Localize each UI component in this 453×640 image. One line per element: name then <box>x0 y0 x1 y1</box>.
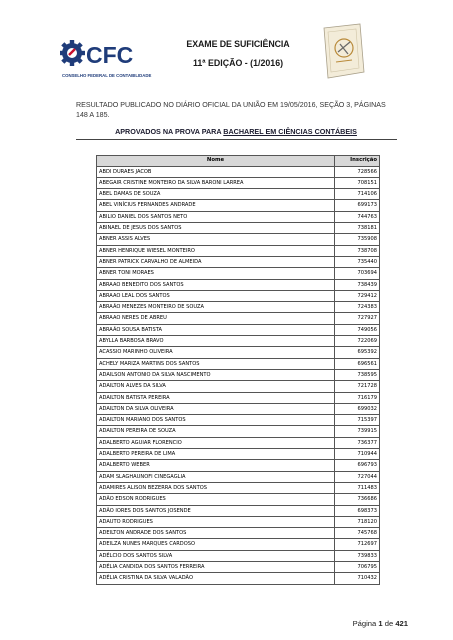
candidate-registration: 714106 <box>335 189 380 200</box>
candidate-name: ADEILTON ANDRADE DOS SANTOS <box>97 528 335 539</box>
candidate-name: ADÃO EDSON RODRIGUES <box>97 494 335 505</box>
candidate-registration: 727044 <box>335 471 380 482</box>
candidate-registration: 712697 <box>335 539 380 550</box>
candidate-registration: 739833 <box>335 550 380 561</box>
table-row <box>97 539 380 550</box>
column-header-registration: Inscrição <box>335 156 380 167</box>
candidate-name: ABRAAO BENEDITO DOS SANTOS <box>97 279 335 290</box>
candidate-registration: 744763 <box>335 211 380 222</box>
table-row <box>97 200 380 211</box>
table-row <box>97 313 380 324</box>
approved-heading-prefix: APROVADOS NA PROVA PARA <box>115 127 224 136</box>
table-row <box>97 324 380 335</box>
table-row <box>97 561 380 572</box>
publication-note: RESULTADO PUBLICADO NO DIÁRIO OFICIAL DA UNIÃO EM 19/05/2016, SEÇÃO 3, PÁGINAS 148 A 185. <box>76 101 386 119</box>
table-row <box>97 223 380 234</box>
candidate-name: ABRAAO NERES DE ABREU <box>97 313 335 324</box>
logo-subtitle: CONSELHO FEDERAL DE CONTABILIDADE <box>62 73 152 78</box>
candidate-name: ADAILSON ANTONIO DA SILVA NASCIMENTO <box>97 369 335 380</box>
table-row <box>97 437 380 448</box>
candidate-registration: 696793 <box>335 460 380 471</box>
table-row <box>97 369 380 380</box>
total-pages: 421 <box>395 619 408 628</box>
table-row <box>97 516 380 527</box>
candidate-registration: 724383 <box>335 302 380 313</box>
table-row <box>97 392 380 403</box>
candidate-name: ABNER TONI MORAES <box>97 268 335 279</box>
candidate-name: ABNER ASSIS ALVES <box>97 234 335 245</box>
candidate-name: ADAILTON MARIANO DOS SANTOS <box>97 415 335 426</box>
candidate-registration: 699173 <box>335 200 380 211</box>
candidate-name: ADALBERTO WEBER <box>97 460 335 471</box>
candidate-name: ADAMIRES ALISON BEZERRA DOS SANTOS <box>97 482 335 493</box>
current-page: 1 <box>378 619 383 628</box>
approved-heading <box>76 127 396 136</box>
candidate-name: ADEILZA NUNES MARQUES CARDOSO <box>97 539 335 550</box>
candidate-registration: 738595 <box>335 369 380 380</box>
candidate-name: ADAILTON BATISTA PEREIRA <box>97 392 335 403</box>
candidate-name: ABRAÃO MENEZES MONTEIRO DE SOUZA <box>97 302 335 313</box>
candidate-name: ADAILTON PEREIRA DE SOUZA <box>97 426 335 437</box>
candidate-name: ABINAEL DE JESUS DOS SANTOS <box>97 223 335 234</box>
candidate-name: ABDI DURAES JACOB <box>97 166 335 177</box>
table-row <box>97 381 380 392</box>
table-row <box>97 449 380 460</box>
candidate-registration: 695392 <box>335 347 380 358</box>
exam-title: EXAME DE SUFICIÊNCIA <box>186 39 290 50</box>
table-row <box>97 505 380 516</box>
table-row <box>97 426 380 437</box>
table-row <box>97 494 380 505</box>
candidate-name: ADÉLIA CANDIDA DOS SANTOS FERREIRA <box>97 561 335 572</box>
candidate-name: ABRAÃO SOUSA BATISTA <box>97 324 335 335</box>
candidate-name: ABEL VINÍCIUS FERNANDES ANDRADE <box>97 200 335 211</box>
candidate-name: ABRAAO LEAL DOS SANTOS <box>97 290 335 301</box>
candidate-registration: 749056 <box>335 324 380 335</box>
candidate-registration: 703694 <box>335 268 380 279</box>
candidate-name: ADÉLIA CRISTINA DA SILVA VALADÃO <box>97 573 335 584</box>
table-row <box>97 268 380 279</box>
table-row <box>97 279 380 290</box>
candidate-registration: 738708 <box>335 245 380 256</box>
cfc-logo <box>60 32 172 80</box>
candidate-registration: 729412 <box>335 290 380 301</box>
candidate-registration: 711483 <box>335 482 380 493</box>
course-name: BACHAREL EM CIÊNCIAS CONTÁBEIS <box>223 127 357 136</box>
table-row <box>97 234 380 245</box>
table-row <box>97 336 380 347</box>
candidate-registration: 699032 <box>335 403 380 414</box>
page-of: de <box>384 619 394 628</box>
candidate-name: ADALBERTO PEREIRA DE LIMA <box>97 449 335 460</box>
candidate-name: ABEL DAMAS DE SOUZA <box>97 189 335 200</box>
candidate-registration: 706795 <box>335 561 380 572</box>
candidate-name: ACASSIO MARINHO OLIVEIRA <box>97 347 335 358</box>
table-row <box>97 177 380 188</box>
table-row <box>97 211 380 222</box>
table-row <box>97 256 380 267</box>
candidate-name: ADAM SLAGHAUNOFI CINEGAGLIA <box>97 471 335 482</box>
candidate-name: ADAILTON ALVES DA SILVA <box>97 381 335 392</box>
candidate-registration: 728566 <box>335 166 380 177</box>
candidate-name: ABEGAIR CRISTINE MONTEIRO DA SILVA BARONI LARREA <box>97 177 335 188</box>
candidate-registration: 716179 <box>335 392 380 403</box>
exam-seal-icon <box>316 22 368 82</box>
table-row <box>97 460 380 471</box>
approved-candidates-table <box>96 155 380 585</box>
table-row <box>97 482 380 493</box>
table-row <box>97 358 380 369</box>
candidate-registration: 736686 <box>335 494 380 505</box>
candidate-name: ADALBERTO AGUIAR FLORENCIO <box>97 437 335 448</box>
table-row <box>97 403 380 414</box>
candidate-registration: 696561 <box>335 358 380 369</box>
candidate-registration: 698373 <box>335 505 380 516</box>
logo-wordmark: CFC <box>86 42 134 68</box>
candidate-registration: 739915 <box>335 426 380 437</box>
candidate-name: ABILIO DANIEL DOS SANTOS NETO <box>97 211 335 222</box>
candidate-registration: 735908 <box>335 234 380 245</box>
divider <box>76 139 397 140</box>
candidate-name: ADÉLCIO DOS SANTOS SILVA <box>97 550 335 561</box>
table-row <box>97 189 380 200</box>
table-row <box>97 290 380 301</box>
exam-edition: 11ª EDIÇÃO - (1/2016) <box>192 58 284 69</box>
candidate-name: ADAUTO RODRIGUES <box>97 516 335 527</box>
candidate-name: ABNER PATRICK CARVALHO DE ALMEIDA <box>97 256 335 267</box>
table-header-row <box>97 156 380 167</box>
column-header-name: Nome <box>97 156 335 167</box>
table-row <box>97 415 380 426</box>
candidate-registration: 745768 <box>335 528 380 539</box>
candidate-registration: 708151 <box>335 177 380 188</box>
candidate-registration: 715397 <box>335 415 380 426</box>
candidate-name: ABNER HENRIQUE WIESEL MONTEIRO <box>97 245 335 256</box>
candidate-registration: 721728 <box>335 381 380 392</box>
table-row <box>97 347 380 358</box>
table-row <box>97 550 380 561</box>
table-row <box>97 302 380 313</box>
candidate-registration: 736377 <box>335 437 380 448</box>
table-row <box>97 528 380 539</box>
page-number <box>328 619 408 628</box>
candidate-registration: 710944 <box>335 449 380 460</box>
table-row <box>97 573 380 584</box>
table-row <box>97 471 380 482</box>
table-row <box>97 166 380 177</box>
candidate-registration: 727927 <box>335 313 380 324</box>
candidate-name: ADAILTON DA SILVA OLIVEIRA <box>97 403 335 414</box>
candidate-registration: 722069 <box>335 336 380 347</box>
candidate-registration: 735440 <box>335 256 380 267</box>
table-row <box>97 245 380 256</box>
candidate-name: ADÃO IORES DOS SANTOS JOSENDE <box>97 505 335 516</box>
exam-title-block <box>178 39 298 69</box>
candidate-registration: 738439 <box>335 279 380 290</box>
candidate-name: ABYLLA BARBOSA BRAVO <box>97 336 335 347</box>
page-label: Página <box>352 619 377 628</box>
candidate-name: ACHELY MARIZA MARTINS DOS SANTOS <box>97 358 335 369</box>
candidate-registration: 710432 <box>335 573 380 584</box>
candidate-registration: 718120 <box>335 516 380 527</box>
candidate-registration: 738181 <box>335 223 380 234</box>
